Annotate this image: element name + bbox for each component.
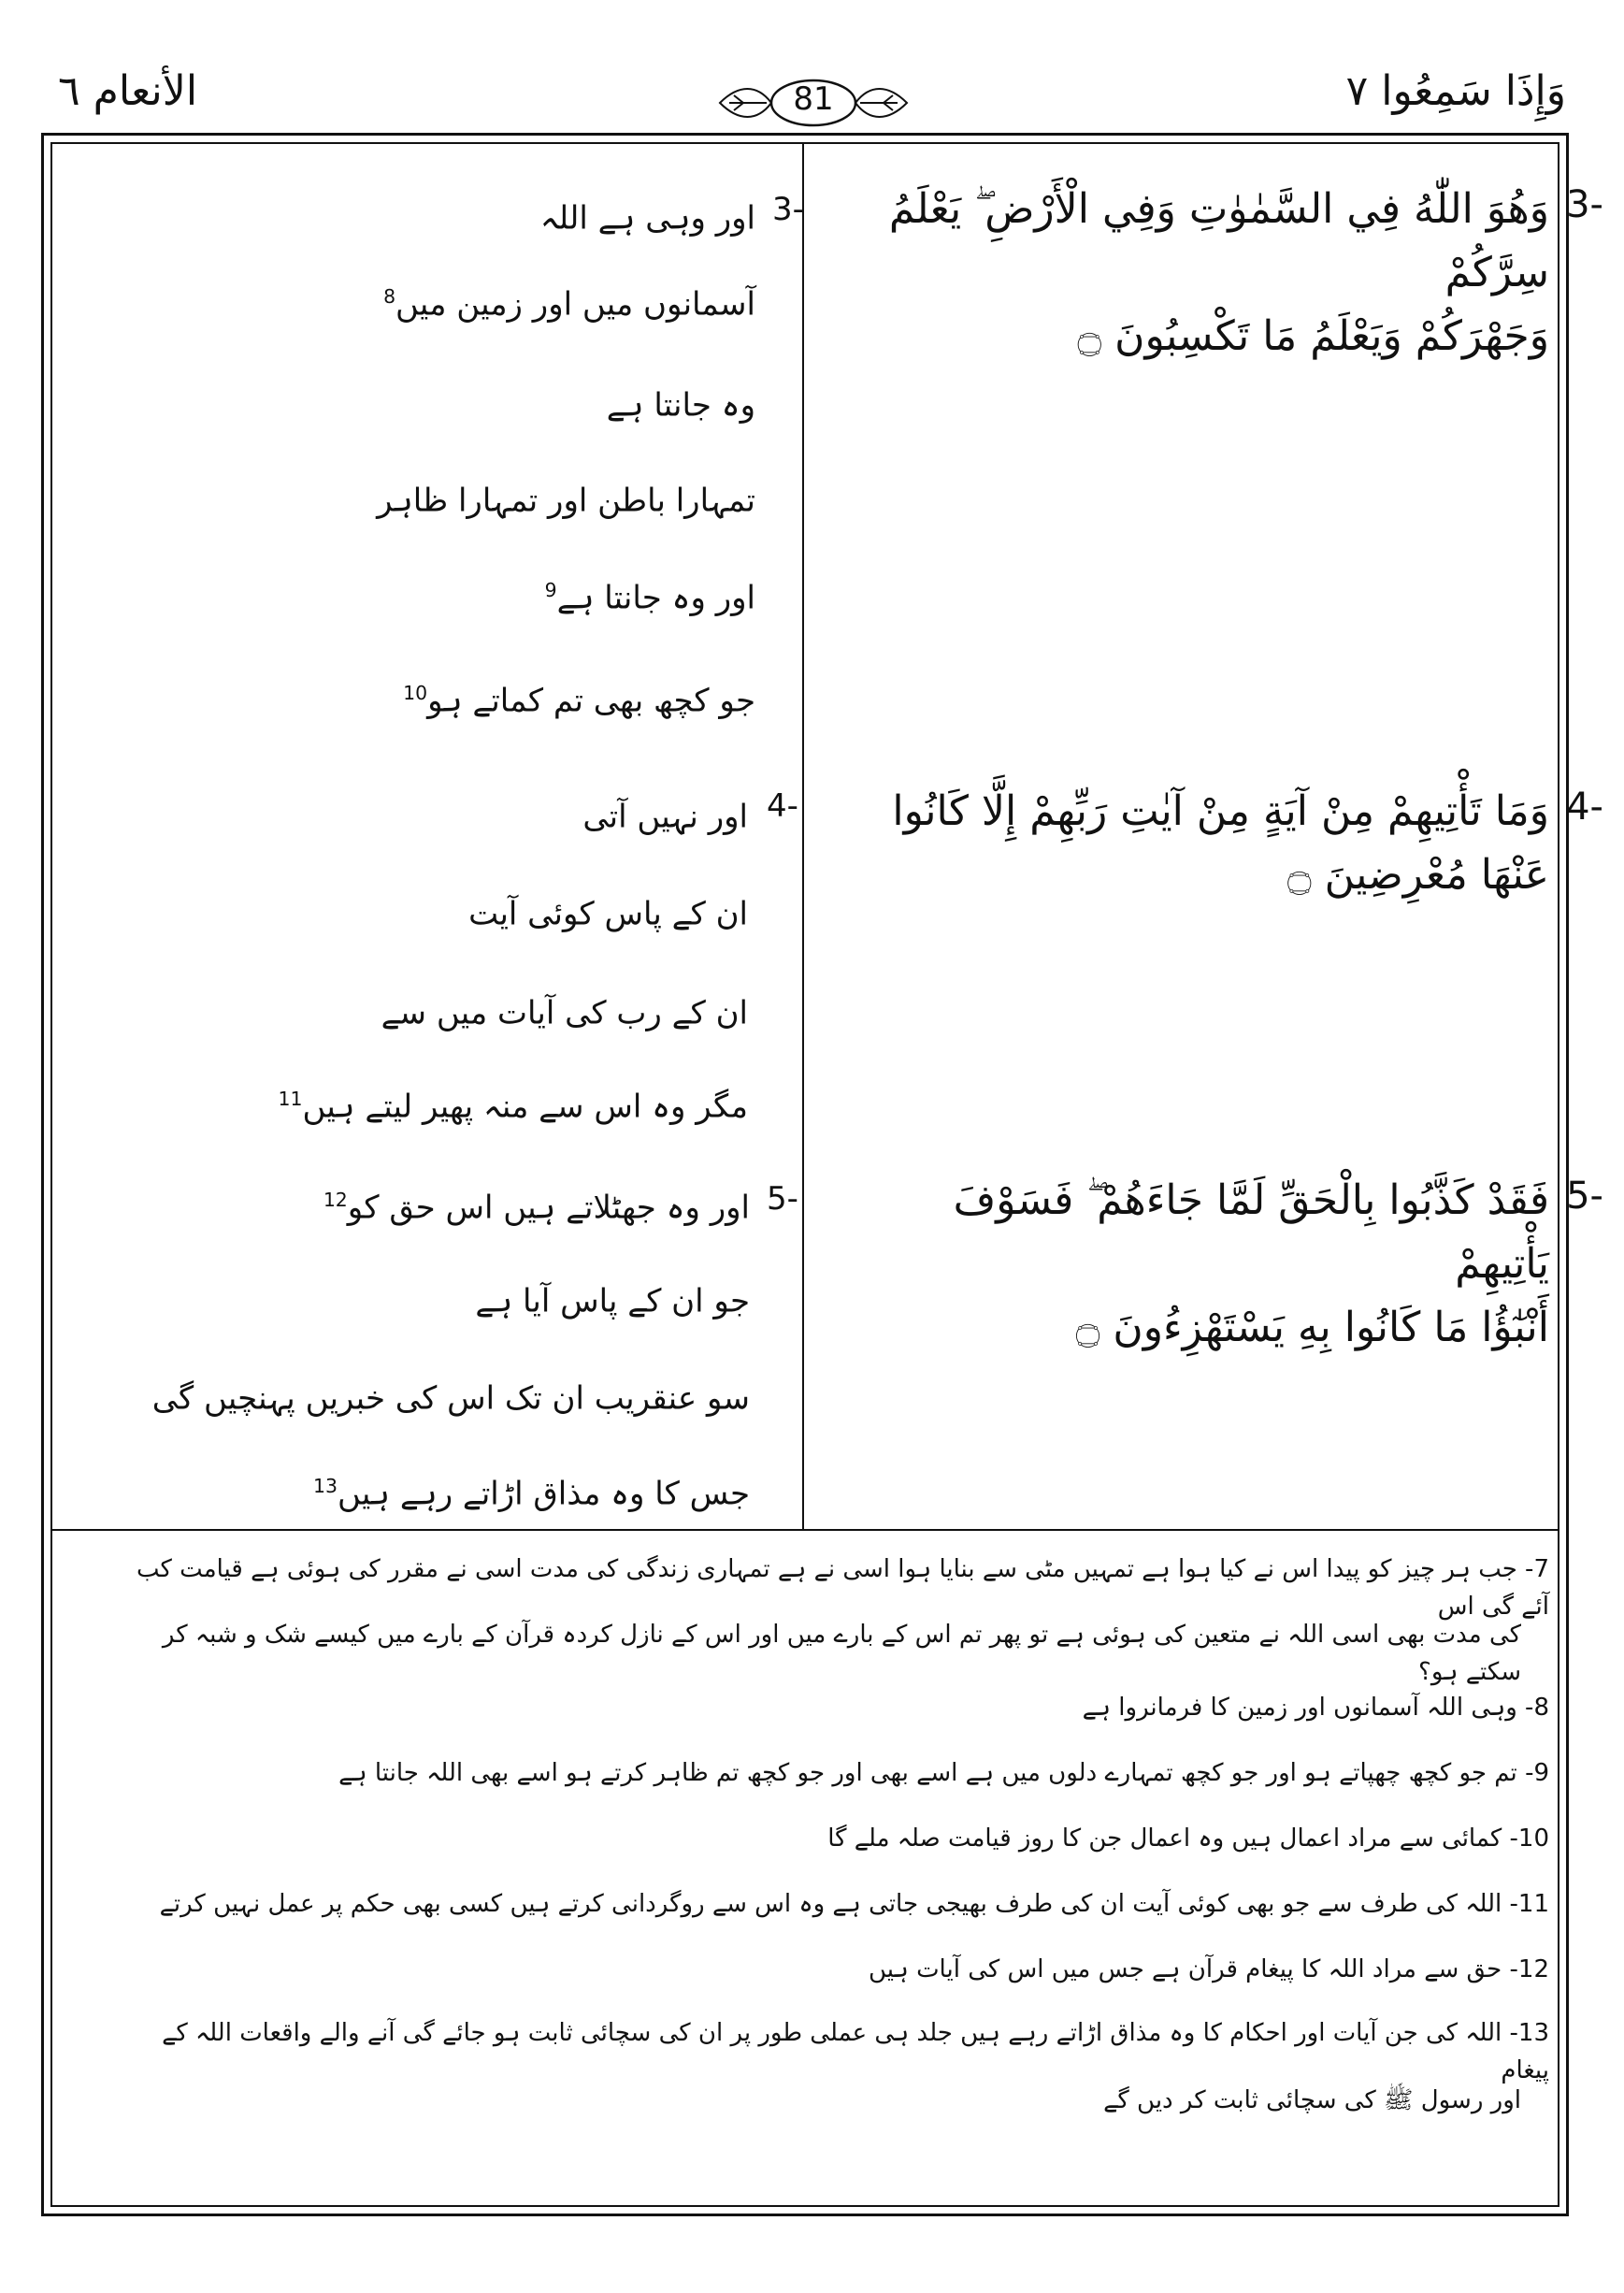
urdu-line: اور وہ جھٹلاتے ہیں اس حق کو$^{12}$ (323, 1189, 750, 1227)
surah-name: الأنعام ٦ (58, 67, 198, 115)
urdu-line: اور وہی ہے اللہ (539, 199, 755, 238)
page-number-ornament (701, 75, 926, 131)
page-header (0, 0, 1624, 140)
para-name: وَإِذَا سَمِعُوا ٧ (1345, 67, 1566, 115)
footnote-13: 13- اللہ کی جن آیات اور احکام کا وہ مذاق اڑاتے رہے ہیں جلد ہی عملی طور پر ان کی سچائی ثابت ہو جائے گی آنے والے واقعات اللہ کے پیغام (162, 2019, 1549, 2084)
footnote-12: 12- حق سے مراد اللہ کا پیغام قرآن ہے جس میں اس کی آیات ہیں (868, 1955, 1549, 1983)
verse-5-line-1: فَقَدْ كَذَّبُوا بِالْحَقِّ لَمَّا جَاءَهُمْ ۖ فَسَوْفَ يَأْتِيهِمْ (953, 1176, 1549, 1288)
verse-4-line-2: عَنْهَا مُعْرِضِينَ ۝ (1286, 851, 1549, 899)
urdu-line: تمہارا باطن اور تمہارا ظاہر (377, 482, 755, 520)
verse-5-line-2: أَنْبٰٓؤُا مَا كَانُوا بِهِ يَسْتَهْزِءُونَ ۝ (1075, 1304, 1549, 1351)
verse-4-arabic (876, 780, 1549, 907)
footnote-9: 9- تم جو کچھ چھپاتے ہو اور جو کچھ تمہارے دلوں میں ہے اسے بھی اور جو کچھ تم ظاہر کرتے ہو اسے بھی اللہ جانتا ہے (338, 1759, 1549, 1787)
footnote-10: 10- کمائی سے مراد اعمال ہیں وہ اعمال جن کا روز قیامت صلہ ملے گا (827, 1824, 1549, 1853)
urdu-verse-3-number: 3- (772, 191, 804, 228)
verse-3-line-1: وَهُوَ اللّٰهُ فِي السَّمٰوٰتِ وَفِي الْأَرْضِ ۖ يَعْلَمُ سِرَّكُمْ (888, 185, 1549, 296)
verse-3-number: 3- (1566, 183, 1603, 226)
footnote-13-cont: اور رسول ﷺ کی سچائی ثابت کر دیں گے (1103, 2086, 1521, 2114)
urdu-line: ان کے رب کی آیات میں سے (381, 994, 748, 1032)
urdu-verse-3 (262, 187, 755, 748)
footnote-7-cont: کی مدت بھی اسی اللہ نے متعین کی ہوئی ہے تو پھر تم اس کے بارے میں اور اس کے نازل کردہ قرآن کے بارے میں کیسے شک و شبہ کر سکتے ہو؟ (162, 1621, 1521, 1686)
urdu-line: ان کے پاس کوئی آیت (468, 895, 748, 933)
urdu-line: جو کچھ بھی تم کماتے ہو$^{10}$ (403, 682, 755, 720)
verse-4-number: 4- (1566, 786, 1603, 829)
verse-5-arabic (876, 1169, 1549, 1360)
footnote-11: 11- اللہ کی طرف سے جو بھی کوئی آیت ان کی طرف بھیجی جاتی ہے وہ اس سے روگردانی کرتے ہیں کسی بھی حکم پر عمل نہیں کرتے (159, 1890, 1549, 1918)
verse-4-line-1: وَمَا تَأْتِيهِمْ مِنْ آيَةٍ مِنْ آيٰتِ رَبِّهِمْ إِلَّا كَانُوا (892, 787, 1549, 835)
urdu-line: جس کا وہ مذاق اڑاتے رہے ہیں$^{13}$ (313, 1475, 750, 1513)
column-divider (802, 142, 804, 1529)
urdu-line: اور وہ جانتا ہے$^9$ (544, 579, 755, 617)
urdu-verse-4 (262, 786, 748, 1160)
urdu-verse-5-number: 5- (767, 1180, 798, 1218)
urdu-line: اور نہیں آتی (582, 798, 748, 836)
page-number: 81 (793, 80, 834, 118)
urdu-line: سو عنقریب ان تک اس کی خبریں پہنچیں گی (151, 1379, 750, 1418)
urdu-line: جو ان کے پاس آیا ہے (475, 1282, 750, 1320)
verse-5-number: 5- (1566, 1175, 1603, 1218)
footnote-8: 8- وہی اللہ آسمانوں اور زمین کا فرمانروا ہے (1082, 1694, 1549, 1722)
urdu-line: مگر وہ اس سے منہ پھیر لیتے ہیں$^{11}$ (278, 1088, 748, 1126)
footnote-7: 7- جب ہر چیز کو پیدا اس نے کیا ہوا ہے تمہیں مٹی سے بنایا ہوا اسی نے ہے تمہاری زندگی کی مدت اسی نے مقرر کی ہوئی ہے قیامت کب آئے گی اس (137, 1555, 1549, 1621)
verse-3-line-2: وَجَهْرَكُمْ وَيَعْلَمُ مَا تَكْسِبُونَ ۝ (1077, 312, 1549, 360)
verse-3-arabic (876, 178, 1549, 368)
urdu-verse-5 (151, 1176, 750, 1532)
urdu-line: وہ جانتا ہے (606, 386, 755, 425)
urdu-line: آسمانوں میں اور زمین میں$^8$ (383, 285, 755, 324)
urdu-verse-4-number: 4- (767, 787, 798, 825)
